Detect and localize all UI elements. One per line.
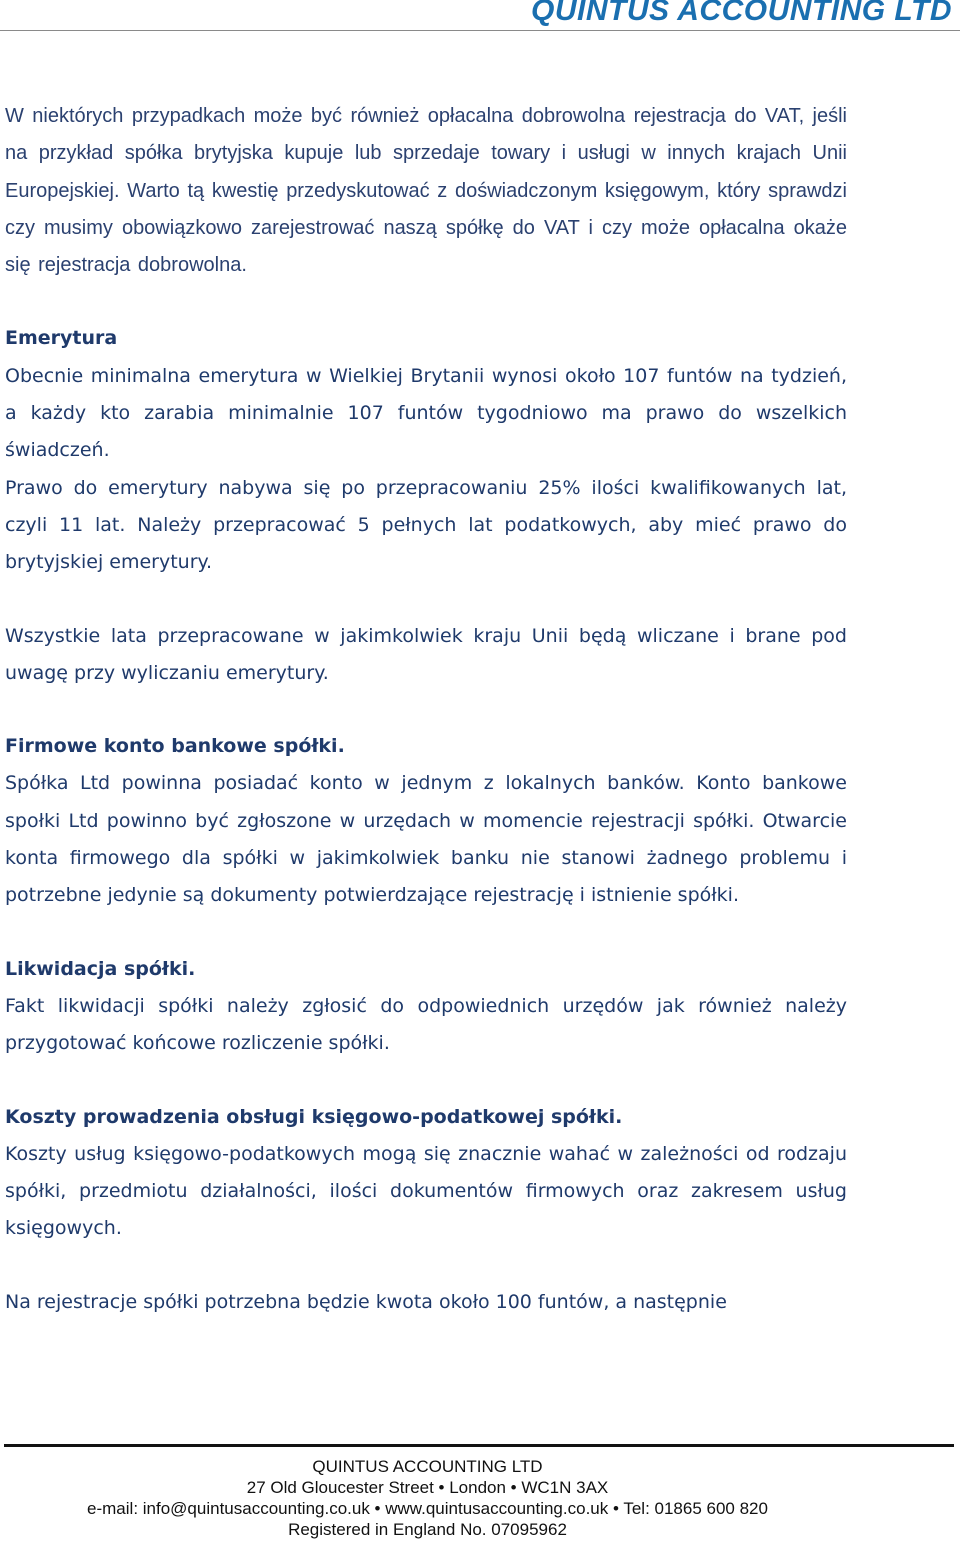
footer-address: 27 Old Gloucester Street • London • WC1N 3AX <box>246 1478 609 1497</box>
footer-divider <box>4 1444 954 1447</box>
document-body <box>5 98 847 1321</box>
pension-paragraph-2: Prawo do emerytury nabywa się po przepracowaniu 25% ilości kwalifikowanych lat, czyli 11 lat. Należy przepracować 5 pełnych lat podatkowych, aby mieć prawo do brytyjskiej emerytury. <box>5 476 847 574</box>
footer <box>0 1456 855 1540</box>
pension-heading: Emerytura <box>5 327 118 350</box>
pension-paragraph-3: Wszystkie lata przepracowane w jakimkolwiek kraju Unii będą wliczane i brane pod uwagę przy wyliczaniu emerytury. <box>5 624 847 684</box>
header-divider <box>0 30 960 31</box>
liquidation-heading: Likwidacja spółki. <box>5 957 196 980</box>
costs-paragraph-1: Koszty usług księgowo-podatkowych mogą się znacznie wahać w zależności od rodzaju spółki, przedmiotu działalności, ilości dokumentów firmowych oraz zakresem usług księgowych. <box>5 1142 847 1240</box>
bank-paragraph: Spółka Ltd powinna posiadać konto w jednym z lokalnych banków. Konto bankowe społki Ltd powinno być zgłoszone w urzędach w momencie rejestracji spółki. Otwarcie konta firmowego dla spółki w jakimkolwiek banku nie stanowi żadnego problemu i potrzebne jedynie są dokumenty potwierdzające rejestrację i istnienie spółki. <box>5 772 847 907</box>
footer-contact: e-mail: info@quintusaccounting.co.uk • www.quintusaccounting.co.uk • Tel: 01865 600 820 <box>87 1499 768 1518</box>
intro-paragraph: W niektórych przypadkach może być również opłacalna dobrowolna rejestracja do VAT, jeśli na przykład spółka brytyjska kupuje lub sprzedaje towary i usługi w innych krajach Unii Europejskiej. Warto tą kwestię przedyskutować z doświadczonym księgowym, który sprawdzi czy musimy obowiązkowo zarejestrować naszą spółkę do VAT i czy może opłacalna okaże się rejestracja dobrowolna. <box>5 105 847 277</box>
bank-heading: Firmowe konto bankowe spółki. <box>5 735 345 758</box>
costs-paragraph-2: Na rejestracje spółki potrzebna będzie kwota około 100 funtów, a następnie <box>5 1290 727 1313</box>
header-title: QUINTUS ACCOUNTING LTD <box>531 0 952 27</box>
footer-company: QUINTUS ACCOUNTING LTD <box>312 1457 543 1476</box>
liquidation-paragraph: Fakt likwidacji spółki należy zgłosić do odpowiednich urzędów jak również należy przygotować końcowe rozliczenie spółki. <box>5 994 847 1055</box>
footer-registration: Registered in England No. 07095962 <box>288 1520 567 1539</box>
pension-paragraph-1: Obecnie minimalna emerytura w Wielkiej Brytanii wynosi około 107 funtów na tydzień, a każdy kto zarabia minimalnie 107 funtów tygodniowo ma prawo do wszelkich świadczeń. <box>5 364 847 462</box>
costs-heading: Koszty prowadzenia obsługi księgowo-podatkowej spółki. <box>5 1105 623 1128</box>
